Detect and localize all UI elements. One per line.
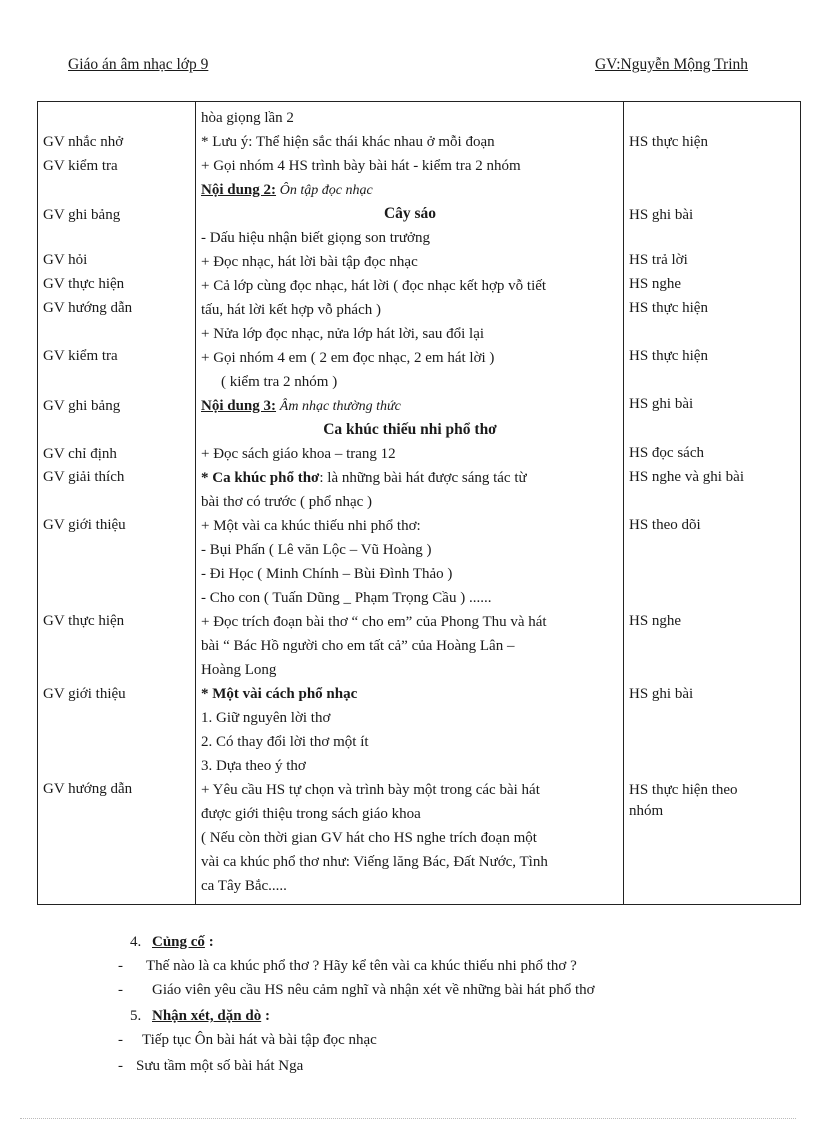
student-activity: HS theo dõi bbox=[629, 517, 701, 533]
teacher-activity: GV thực hiện bbox=[43, 276, 125, 292]
topic-title: Ca khúc thiếu nhi phổ thơ bbox=[323, 421, 497, 438]
header-left: Giáo án âm nhạc lớp 9 bbox=[68, 56, 209, 73]
teacher-activity: GV ghi bảng bbox=[43, 398, 121, 414]
content-line: + Một vài ca khúc thiếu nhi phổ thơ: bbox=[201, 518, 421, 534]
item-number: 4. bbox=[130, 934, 142, 950]
content-line: - Đi Học ( Minh Chính – Bùi Đình Thảo ) bbox=[201, 566, 453, 582]
summary-text: Thế nào là ca khúc phổ thơ ? Hãy kể tên vài ca khúc thiếu nhi phổ thơ ? bbox=[146, 958, 577, 974]
page-header bbox=[68, 56, 748, 78]
content-line: bài thơ có trước ( phổ nhạc ) bbox=[201, 494, 373, 510]
student-activity: HS thực hiện bbox=[629, 300, 708, 316]
teacher-activity: GV thực hiện bbox=[43, 613, 125, 629]
content-line: + Nửa lớp đọc nhạc, nửa lớp hát lời, sau đổi lại bbox=[201, 326, 485, 342]
student-activity: HS ghi bài bbox=[629, 686, 694, 702]
content-line: + Gọi nhóm 4 em ( 2 em đọc nhạc, 2 em hát lời ) bbox=[201, 350, 495, 366]
content-line: + Đọc nhạc, hát lời bài tập đọc nhạc bbox=[201, 254, 418, 270]
bullet-dash: - bbox=[118, 1058, 123, 1074]
content-line: * Một vài cách phổ nhạc bbox=[201, 686, 358, 702]
bullet-dash: - bbox=[118, 958, 123, 974]
teacher-activity: GV giải thích bbox=[43, 469, 125, 485]
item-title: Nhận xét, dặn dò bbox=[152, 1008, 262, 1024]
summary-line bbox=[118, 1028, 377, 1052]
song-title: Cây sáo bbox=[383, 205, 437, 222]
teacher-activity: GV chỉ định bbox=[43, 446, 117, 462]
section-heading-2 bbox=[201, 178, 619, 202]
student-activity: HS thực hiện theo bbox=[629, 782, 738, 798]
section-label: Nội dung 3: bbox=[201, 398, 277, 414]
bullet-dash: - bbox=[118, 1032, 123, 1048]
content-line: hòa giọng lần 2 bbox=[201, 110, 294, 126]
item-number: 5. bbox=[130, 1008, 142, 1024]
summary-line bbox=[118, 1054, 303, 1078]
teacher-activity: GV ghi bảng bbox=[43, 207, 121, 223]
section-subtitle: Âm nhạc thường thức bbox=[279, 399, 401, 414]
content-line: Hoàng Long bbox=[201, 662, 277, 678]
content-column bbox=[196, 102, 624, 905]
summary-text: Giáo viên yêu cầu HS nêu cảm nghĩ và nhận xét về những bài hát phổ thơ bbox=[152, 982, 595, 998]
item-title: Củng cố bbox=[152, 934, 205, 950]
lesson-table bbox=[37, 101, 801, 905]
teacher-activity: GV hướng dẫn bbox=[43, 781, 133, 797]
content-line: - Dấu hiệu nhận biết giọng son trưởng bbox=[201, 230, 430, 246]
content-line: bài “ Bác Hồ người cho em tất cả” của Hoàng Lân – bbox=[201, 638, 515, 654]
summary-heading-4 bbox=[130, 930, 214, 954]
page-bottom-rule bbox=[20, 1118, 796, 1119]
student-activity: HS nghe và ghi bài bbox=[629, 469, 744, 485]
bullet-dash: - bbox=[118, 982, 123, 998]
content-line: + Đọc trích đoạn bài thơ “ cho em” của Phong Thu và hát bbox=[201, 614, 547, 630]
content-line: 1. Giữ nguyên lời thơ bbox=[201, 710, 331, 726]
student-activity: HS thực hiện bbox=[629, 348, 708, 364]
student-column bbox=[624, 102, 801, 905]
teacher-activity: GV giới thiệu bbox=[43, 686, 126, 702]
teacher-activity: GV hỏi bbox=[43, 252, 88, 268]
content-line: ( Nếu còn thời gian GV hát cho HS nghe trích đoạn một bbox=[201, 830, 537, 846]
content-line: ca Tây Bắc..... bbox=[201, 878, 287, 894]
content-line: + Yêu cầu HS tự chọn và trình bày một trong các bài hát bbox=[201, 782, 540, 798]
item-colon: : bbox=[204, 934, 214, 950]
summary-text: Sưu tầm một số bài hát Nga bbox=[136, 1058, 304, 1074]
teacher-activity: GV giới thiệu bbox=[43, 517, 126, 533]
content-line: + Cả lớp cùng đọc nhạc, hát lời ( đọc nhạc kết hợp vỗ tiết bbox=[201, 278, 547, 294]
student-activity: HS thực hiện bbox=[629, 134, 708, 150]
content-line: - Cho con ( Tuấn Dũng _ Phạm Trọng Cầu ) ...... bbox=[201, 590, 492, 606]
teacher-activity: GV hướng dẫn bbox=[43, 300, 133, 316]
definition-text: : là những bài hát được sáng tác từ bbox=[319, 470, 527, 486]
item-colon: : bbox=[261, 1008, 270, 1024]
content-line: vài ca khúc phổ thơ như: Viếng lăng Bác, Đất Nước, Tình bbox=[201, 854, 548, 870]
teacher-column bbox=[38, 102, 196, 905]
content-line: 2. Có thay đổi lời thơ một ít bbox=[201, 734, 369, 750]
header-right: GV:Nguyễn Mộng Trinh bbox=[594, 56, 748, 73]
student-activity: HS ghi bài bbox=[629, 207, 694, 223]
section-label: Nội dung 2: bbox=[201, 182, 277, 198]
summary-text: Tiếp tục Ôn bài hát và bài tập đọc nhạc bbox=[142, 1032, 377, 1048]
teacher-activity: GV kiểm tra bbox=[43, 348, 118, 364]
content-line: được giới thiệu trong sách giáo khoa bbox=[201, 806, 421, 822]
student-activity: HS nghe bbox=[629, 276, 682, 292]
summary-line bbox=[118, 954, 577, 978]
summary-line bbox=[118, 978, 595, 1002]
section-subtitle: Ôn tập đọc nhạc bbox=[279, 183, 373, 198]
content-line: * Lưu ý: Thể hiện sắc thái khác nhau ở mỗi đoạn bbox=[201, 134, 495, 150]
section-heading-3 bbox=[201, 394, 619, 418]
student-activity: HS ghi bài bbox=[629, 396, 694, 412]
summary-heading-5 bbox=[130, 1004, 270, 1028]
definition-term: * Ca khúc phổ thơ bbox=[201, 470, 320, 486]
content-line: 3. Dựa theo ý thơ bbox=[201, 758, 306, 774]
student-activity: nhóm bbox=[629, 803, 664, 819]
content-line: + Gọi nhóm 4 HS trình bày bài hát - kiểm tra 2 nhóm bbox=[201, 158, 521, 174]
content-line: + Đọc sách giáo khoa – trang 12 bbox=[201, 446, 396, 462]
teacher-activity: GV kiểm tra bbox=[43, 158, 118, 174]
student-activity: HS trả lời bbox=[629, 252, 688, 268]
content-line: ( kiểm tra 2 nhóm ) bbox=[221, 374, 338, 390]
content-line: - Bụi Phấn ( Lê văn Lộc – Vũ Hoàng ) bbox=[201, 542, 432, 558]
student-activity: HS đọc sách bbox=[629, 445, 704, 461]
definition-line bbox=[201, 466, 619, 490]
student-activity: HS nghe bbox=[629, 613, 682, 629]
teacher-activity: GV nhắc nhở bbox=[43, 134, 124, 150]
content-line: tấu, hát lời kết hợp vỗ phách ) bbox=[201, 302, 381, 318]
